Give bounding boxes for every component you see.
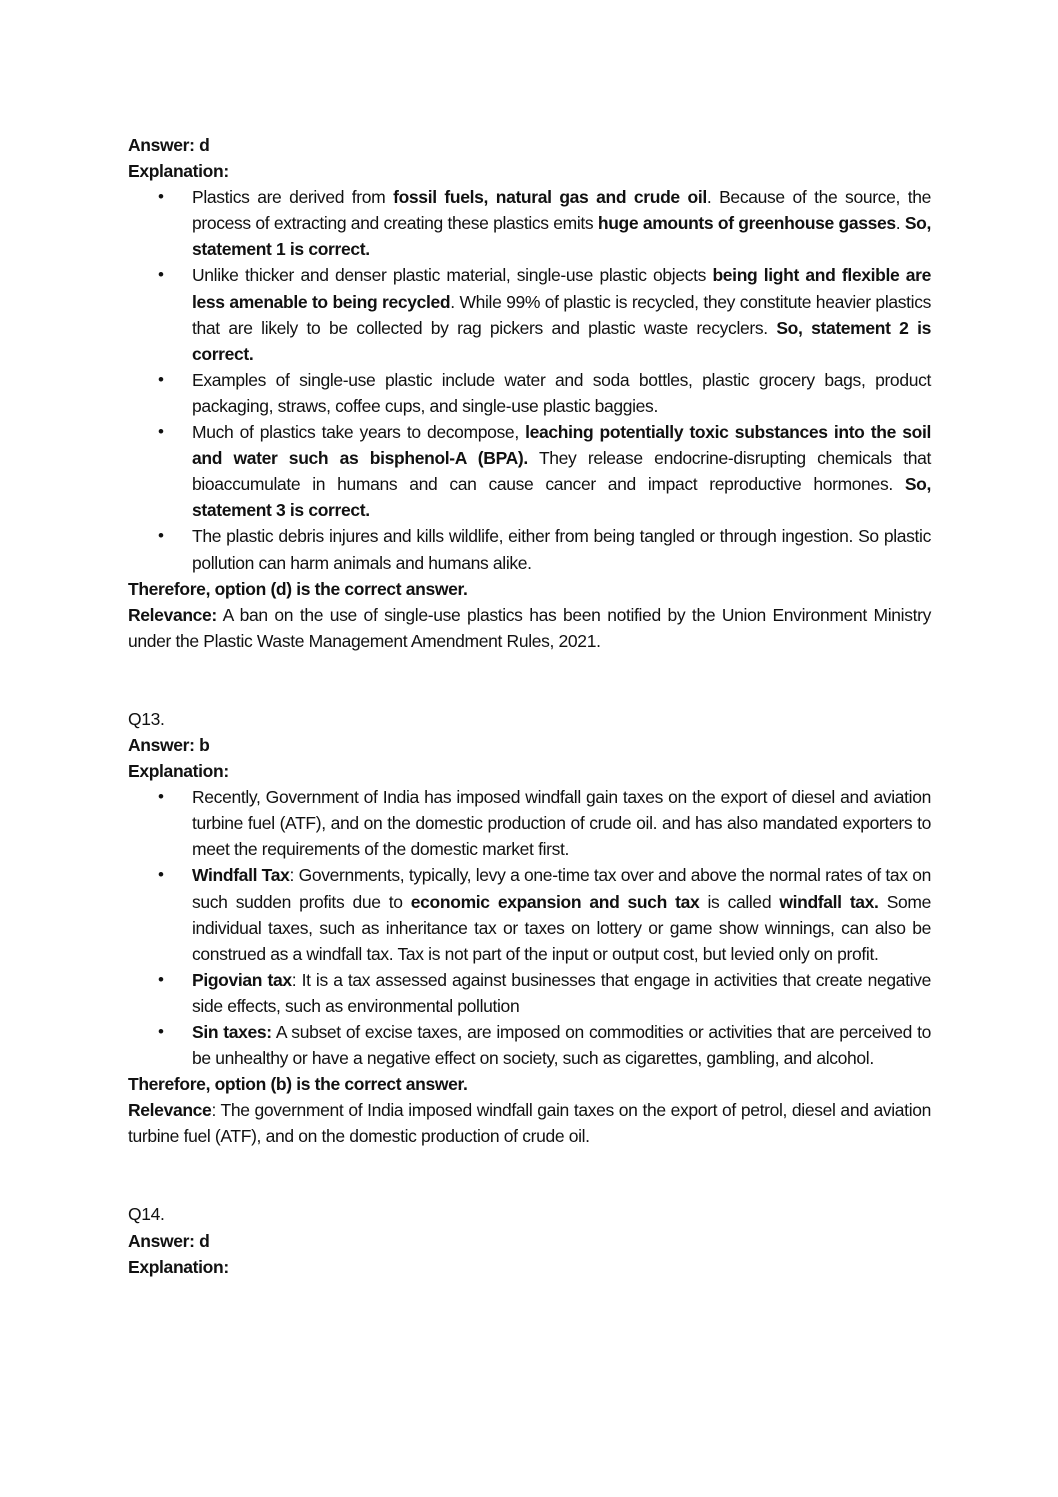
text-run: : Governments, typically, levy a one-time tax over and above the normal rates of tax on such sudden profits due to: [192, 865, 931, 912]
q14-question-number: Q14.: [128, 1204, 165, 1225]
bold-text-run: Sin taxes:: [192, 1022, 272, 1042]
text-run: A subset of excise taxes, are imposed on commodities or activities that are perceived to be unhealthy or have a negative effect on society, such as cigarettes, gambling, and alcohol.: [192, 1022, 931, 1069]
text-run: . While 99% of plastic is recycled, they constitute heavier plastics that are likely to be collected by rag pickers and plastic waste recyclers.: [192, 291, 931, 338]
q12-bullet-list: [128, 184, 931, 575]
q14-section: [128, 1201, 931, 1279]
bold-text-run: fossil fuels, natural gas and crude oil: [393, 187, 707, 208]
bold-text-run: Windfall Tax: [192, 865, 290, 886]
bold-text-run: huge amounts of greenhouse gasses: [597, 213, 896, 234]
bullet-item: [128, 784, 931, 862]
relevance-text: A ban on the use of single-use plastics has been notified by the Union Environment Ministry under the Plastic Waste Management Amendment Rules, 2021.: [128, 604, 931, 651]
text-run: The plastic debris injures and kills wildlife, either from being tangled or through ingestion. So plastic pollution can harm animals and humans alike.: [192, 526, 931, 573]
text-run: .: [895, 213, 905, 234]
text-run: Recently, Government of India has imposed windfall gain taxes on the export of diesel and aviation turbine fuel (ATF), and on the domestic production of crude oil. and has also mandated exporters to meet the requirements of the domestic market first.: [192, 787, 931, 860]
q12-explanation-label: Explanation:: [128, 161, 229, 182]
bullet-item: [128, 1019, 931, 1071]
document-page: [128, 132, 931, 1280]
bold-text-run: leaching potentially toxic substances into the soil and water such as bisphenol-A (BPA).: [192, 422, 931, 469]
q13-answer: Answer: b: [128, 734, 210, 755]
q13-explanation-label: Explanation:: [128, 761, 229, 782]
bullet-item: [128, 862, 931, 966]
text-run: Examples of single-use plastic include water and soda bottles, plastic grocery bags, product packaging, straws, coffee cups, and single-use plastic baggies.: [192, 369, 931, 416]
spacer: [128, 654, 931, 706]
q13-question-number: Q13.: [128, 708, 165, 729]
bullet-item: [128, 523, 931, 575]
bold-text-run: windfall tax.: [779, 891, 879, 912]
q13-section: [128, 706, 931, 1150]
bullet-item: [128, 967, 931, 1019]
q13-bullet-list: [128, 784, 931, 1071]
text-run: Some individual taxes, such as inheritance tax or taxes on lottery or game show winnings, can also be construed as a windfall tax. Tax is not part of the input or output cost, but levied only on profit.: [192, 891, 932, 964]
q13-conclusion: Therefore, option (b) is the correct answer.: [128, 1074, 468, 1095]
q13-relevance: [128, 1097, 931, 1149]
bullet-item: [128, 184, 931, 262]
q12-section: [128, 132, 931, 654]
relevance-label: Relevance:: [128, 604, 217, 625]
q12-conclusion: Therefore, option (d) is the correct answer.: [128, 578, 468, 599]
bold-text-run: So, statement 3 is correct.: [192, 474, 931, 521]
bold-text-run: being light and flexible are less amenable to being recycled: [192, 265, 932, 312]
text-run: Plastics are derived from: [192, 187, 394, 208]
text-run: . Because of the source, the process of extracting and creating these plastics emits: [192, 187, 931, 234]
bold-text-run: So, statement 2 is correct.: [192, 317, 931, 364]
text-run: Much of plastics take years to decompose,: [192, 422, 526, 443]
relevance-label: Relevance: [128, 1100, 212, 1121]
bold-text-run: economic expansion and such tax: [410, 891, 700, 912]
bold-text-run: Pigovian tax: [192, 969, 292, 990]
q12-answer: Answer: d: [128, 135, 210, 155]
text-run: They release endocrine-disrupting chemicals that bioaccumulate in humans and can cause cancer and impact reproductive hormones.: [192, 448, 931, 495]
bold-text-run: So, statement 1 is correct.: [192, 213, 931, 260]
q14-explanation-label: Explanation:: [128, 1256, 229, 1277]
q14-answer: Answer: d: [128, 1230, 210, 1251]
spacer: [128, 1149, 931, 1201]
text-run: : It is a tax assessed against businesses that engage in activities that create negative side effects, such as environmental pollution: [192, 969, 931, 1016]
bullet-item: [128, 262, 931, 366]
bullet-item: [128, 419, 931, 523]
relevance-text: : The government of India imposed windfall gain taxes on the export of petrol, diesel and aviation turbine fuel (ATF), and on the domestic production of crude oil.: [128, 1100, 931, 1147]
bullet-item: [128, 367, 931, 419]
text-run: is called: [699, 891, 780, 912]
text-run: Unlike thicker and denser plastic material, single-use plastic objects: [192, 265, 713, 286]
q12-relevance: [128, 602, 931, 654]
